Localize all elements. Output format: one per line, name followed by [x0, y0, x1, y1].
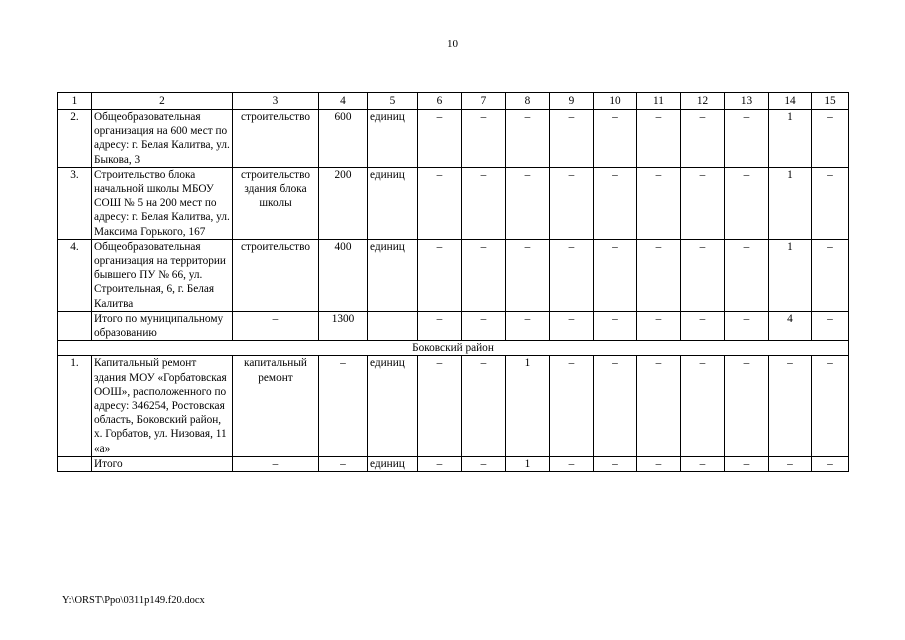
work-type: капитальный ремонт: [233, 356, 319, 456]
value-cell: –: [812, 311, 849, 340]
value-cell: –: [637, 311, 681, 340]
value-cell: –: [637, 167, 681, 239]
value-cell: 1: [506, 356, 550, 456]
value-cell: –: [550, 456, 594, 471]
table-row: [58, 356, 849, 456]
work-type: строительство здания блока школы: [233, 167, 319, 239]
value-cell: –: [506, 167, 550, 239]
work-type: строительство: [233, 239, 319, 311]
value-cell: –: [550, 356, 594, 456]
page-number: 10: [447, 38, 458, 50]
value-cell: –: [418, 311, 462, 340]
header-cell: 15: [812, 93, 849, 110]
table-row: [58, 167, 849, 239]
value-cell: –: [462, 311, 506, 340]
unit: единиц: [368, 456, 418, 471]
work-type: –: [233, 456, 319, 471]
header-cell: 11: [637, 93, 681, 110]
value-cell: –: [594, 456, 637, 471]
value-cell: –: [550, 311, 594, 340]
header-cell: 3: [233, 93, 319, 110]
value-cell: –: [681, 239, 725, 311]
value-cell: –: [550, 239, 594, 311]
total-row: [58, 311, 849, 340]
value-cell: 1: [769, 110, 812, 168]
value-cell: –: [725, 311, 769, 340]
value-cell: –: [725, 167, 769, 239]
object-name: Строительство блока начальной школы МБОУ СОШ № 5 на 200 мест по адресу: г. Белая Калитва, ул. Максима Горького, 167: [92, 167, 233, 239]
value-cell: –: [462, 110, 506, 168]
header-cell: 5: [368, 93, 418, 110]
table-row: [58, 239, 849, 311]
section-title: Боковский район: [58, 341, 849, 356]
unit: единиц: [368, 356, 418, 456]
value-cell: –: [812, 239, 849, 311]
capacity: 600: [319, 110, 368, 168]
section-row: [58, 341, 849, 356]
value-cell: –: [550, 167, 594, 239]
value-cell: –: [681, 356, 725, 456]
header-cell: 6: [418, 93, 462, 110]
header-cell: 8: [506, 93, 550, 110]
value-cell: –: [418, 456, 462, 471]
unit: [368, 311, 418, 340]
value-cell: –: [681, 110, 725, 168]
value-cell: –: [594, 311, 637, 340]
value-cell: –: [812, 110, 849, 168]
value-cell: –: [725, 356, 769, 456]
value-cell: –: [462, 167, 506, 239]
value-cell: –: [418, 167, 462, 239]
value-cell: –: [506, 110, 550, 168]
capacity: 1300: [319, 311, 368, 340]
value-cell: –: [506, 239, 550, 311]
header-cell: 13: [725, 93, 769, 110]
header-cell: 7: [462, 93, 506, 110]
value-cell: –: [418, 110, 462, 168]
value-cell: –: [812, 167, 849, 239]
header-cell: 14: [769, 93, 812, 110]
value-cell: –: [594, 167, 637, 239]
header-cell: 10: [594, 93, 637, 110]
table-row: [58, 110, 849, 168]
header-row: [58, 93, 849, 110]
work-type: –: [233, 311, 319, 340]
row-number: 2.: [58, 110, 92, 168]
value-cell: –: [637, 110, 681, 168]
capacity: –: [319, 356, 368, 456]
value-cell: –: [462, 356, 506, 456]
value-cell: –: [769, 456, 812, 471]
row-number: 3.: [58, 167, 92, 239]
value-cell: –: [725, 239, 769, 311]
value-cell: –: [725, 110, 769, 168]
capacity: 200: [319, 167, 368, 239]
object-name: Общеобразовательная организация на 600 мест по адресу: г. Белая Калитва, ул. Быкова, 3: [92, 110, 233, 168]
unit: единиц: [368, 167, 418, 239]
total-label: Итого: [92, 456, 233, 471]
header-cell: 2: [92, 93, 233, 110]
value-cell: 1: [769, 167, 812, 239]
value-cell: –: [637, 456, 681, 471]
value-cell: –: [594, 356, 637, 456]
header-cell: 4: [319, 93, 368, 110]
value-cell: 1: [506, 456, 550, 471]
value-cell: –: [418, 239, 462, 311]
value-cell: –: [812, 456, 849, 471]
header-cell: 1: [58, 93, 92, 110]
object-name: Капитальный ремонт здания МОУ «Горбатовская ООШ», расположенного по адресу: 346254, Ростовская область, Боковский район, х. Горбатов, ул. Низовая, 11 «а»: [92, 356, 233, 456]
value-cell: –: [594, 239, 637, 311]
work-type: строительство: [233, 110, 319, 168]
value-cell: –: [681, 167, 725, 239]
total-label: Итого по муниципальному образованию: [92, 311, 233, 340]
value-cell: –: [462, 239, 506, 311]
unit: единиц: [368, 110, 418, 168]
value-cell: 4: [769, 311, 812, 340]
value-cell: –: [637, 356, 681, 456]
value-cell: –: [506, 311, 550, 340]
empty-cell: [58, 311, 92, 340]
value-cell: –: [725, 456, 769, 471]
value-cell: –: [550, 110, 594, 168]
empty-cell: [58, 456, 92, 471]
row-number: 4.: [58, 239, 92, 311]
value-cell: –: [418, 356, 462, 456]
value-cell: –: [637, 239, 681, 311]
header-cell: 9: [550, 93, 594, 110]
capacity: 400: [319, 239, 368, 311]
value-cell: –: [812, 356, 849, 456]
row-number: 1.: [58, 356, 92, 456]
header-cell: 12: [681, 93, 725, 110]
value-cell: –: [769, 356, 812, 456]
data-table: [57, 92, 849, 472]
value-cell: –: [462, 456, 506, 471]
value-cell: 1: [769, 239, 812, 311]
footer-file-path: Y:\ORST\Ppo\0311p149.f20.docx: [62, 595, 205, 606]
value-cell: –: [681, 311, 725, 340]
value-cell: –: [681, 456, 725, 471]
capacity: –: [319, 456, 368, 471]
total-row: [58, 456, 849, 471]
value-cell: –: [594, 110, 637, 168]
unit: единиц: [368, 239, 418, 311]
object-name: Общеобразовательная организация на территории бывшего ПУ № 66, ул. Строительная, 6, г. Белая Калитва: [92, 239, 233, 311]
